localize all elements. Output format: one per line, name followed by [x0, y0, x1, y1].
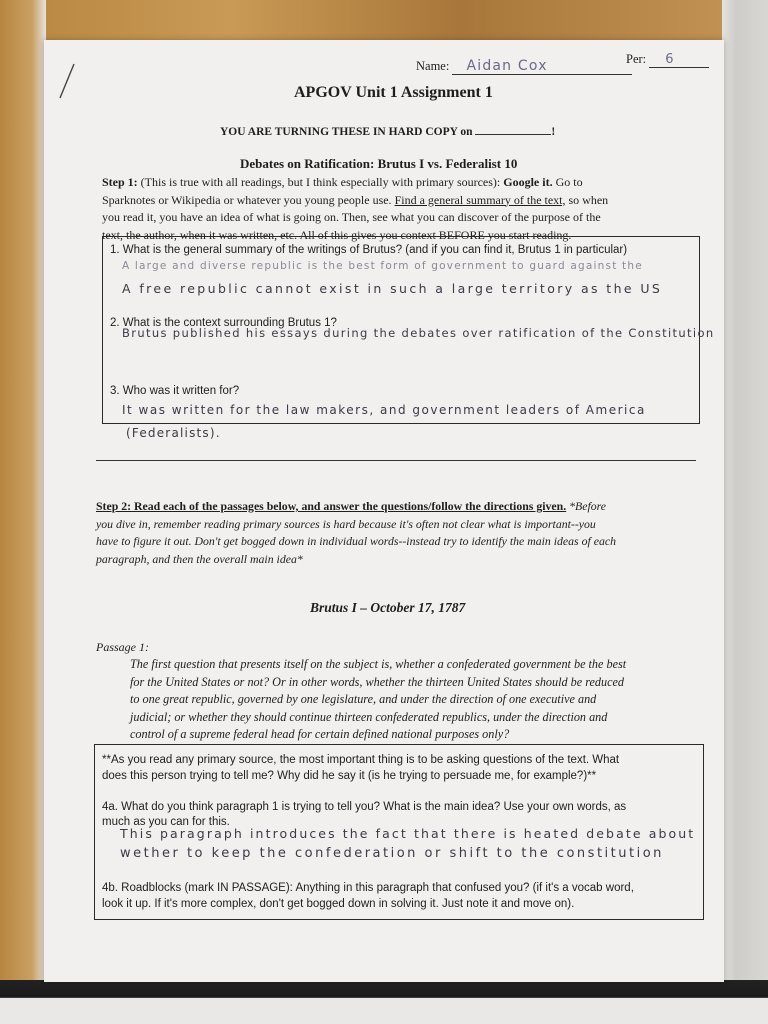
period-value[interactable]: 6 — [649, 52, 709, 68]
name-value[interactable]: Aidan Cox — [452, 58, 632, 75]
desk-background-right — [722, 0, 768, 990]
passage-line: for the United States or not? Or in other words, whether the thirteen United States should be reduced — [130, 674, 624, 689]
question-1-answer-line1[interactable]: A large and diverse republic is the best form of government to guard against the — [122, 260, 643, 272]
question-2-answer-line1[interactable]: Brutus published his essays during the debates over ratification of the Constitution — [122, 326, 715, 340]
step2-line1-italic: *Before — [569, 499, 607, 513]
passage-1-label: Passage 1: — [96, 640, 149, 654]
step1-line1a: (This is true with all readings, but I think especially with primary sources): — [140, 175, 501, 189]
section-title: Debates on Ratification: Brutus I vs. Federalist 10 — [240, 156, 518, 171]
question-2-label: 2. What is the context surrounding Brutus 1? — [110, 317, 337, 329]
question-3-answer-line2[interactable]: (Federalists). — [126, 426, 221, 440]
brutus-heading: Brutus I – October 17, 1787 — [310, 600, 466, 615]
turn-in-notice — [220, 124, 555, 138]
passage-line: control of a supreme federal head for certain defined national purposes only? — [130, 727, 510, 742]
step2-line3: have to figure it out. Don't get bogged down in individual words--instead try to identify the main ideas of each — [96, 534, 616, 548]
q4b-line1: 4b. Roadblocks (mark IN PASSAGE): Anything in this paragraph that confused you? (if it's a vocab word, — [102, 882, 634, 894]
step1-line2b: Find a general summary of the text, — [394, 192, 566, 207]
step1-line2c: so when — [568, 192, 609, 207]
period-label: Per: — [626, 52, 647, 66]
step2-line2: you dive in, remember reading primary sources is hard because it's often not clear what is important--you — [96, 516, 596, 531]
step1-instructions — [102, 174, 702, 244]
desk-background-bottom — [0, 980, 768, 1024]
question-4b-label — [102, 880, 706, 912]
turn-in-exclaim: ! — [551, 126, 556, 138]
passage-line: The first question that presents itself on the subject is, whether a confederated government be the best — [130, 657, 627, 671]
desk-background-left — [0, 0, 46, 990]
step2-line4: paragraph, and then the overall main idea* — [96, 551, 303, 566]
tip-line2: does this person trying to tell me? Why did he say it (is he trying to persuade me, for example?)** — [102, 770, 597, 782]
question-3-answer-line1[interactable]: It was written for the law makers, and government leaders of America — [122, 403, 646, 417]
assignment-title: APGOV Unit 1 Assignment 1 — [294, 84, 493, 101]
section-divider — [96, 460, 696, 461]
question-4a-answer-line1[interactable]: This paragraph introduces the fact that there is heated debate about — [120, 826, 696, 841]
q4a-line2: much as you can for this. — [102, 816, 230, 828]
q4b-line2: look it up. If it's more complex, don't get bogged down in solving it. Just note it and move on). — [102, 898, 575, 910]
pencil-mark-icon — [54, 62, 78, 102]
question-3-label: 3. Who was it written for? — [110, 385, 240, 397]
passage-line: to one great republic, governed by one legislature, and under the direction of one executive and — [130, 692, 597, 707]
step1-line1b: Google it. — [503, 175, 553, 189]
worksheet-page — [44, 40, 724, 982]
q4a-line1: 4a. What do you think paragraph 1 is trying to tell you? What is the main idea? Use your own words, as — [102, 801, 627, 813]
step1-line2a: Sparknotes or Wikipedia or whatever you young people use. — [102, 192, 392, 207]
period-row — [626, 52, 709, 68]
turn-in-date-blank[interactable] — [475, 124, 551, 135]
step1-line3: you read it, you have an idea of what is going on. Then, see what you can discover of the purpose of the — [102, 210, 601, 224]
step2-instructions — [96, 498, 708, 568]
question-4a-answer-line2[interactable]: wether to keep the confederation or shift to the constitution — [120, 846, 664, 861]
step1-line1c: Go to — [555, 175, 583, 189]
name-row — [416, 58, 632, 75]
step1-line4: text, the author, when it was written, etc. All of this gives you context BEFORE you start reading. — [102, 227, 572, 242]
passage-line: judicial; or whether they should continue thirteen confederated republics, under the direction and — [130, 709, 608, 724]
tip-line1: **As you read any primary source, the most important thing is to be asking questions of the text. What — [102, 754, 620, 766]
passage-1-text — [130, 656, 710, 744]
question-1-label: 1. What is the general summary of the writings of Brutus? (and if you can find it, Brutus 1 in particular) — [110, 244, 628, 256]
primary-source-tip — [102, 752, 702, 784]
question-1-answer-line2[interactable]: A free republic cannot exist in such a large territory as the US — [122, 281, 663, 296]
name-label: Name: — [416, 59, 450, 73]
step2-label: Step 2: Read each of the passages below, and answer the questions/follow the directions given. — [96, 499, 567, 513]
turn-in-text: YOU ARE TURNING THESE IN HARD COPY on — [220, 126, 473, 138]
step1-label: Step 1: — [102, 175, 138, 189]
